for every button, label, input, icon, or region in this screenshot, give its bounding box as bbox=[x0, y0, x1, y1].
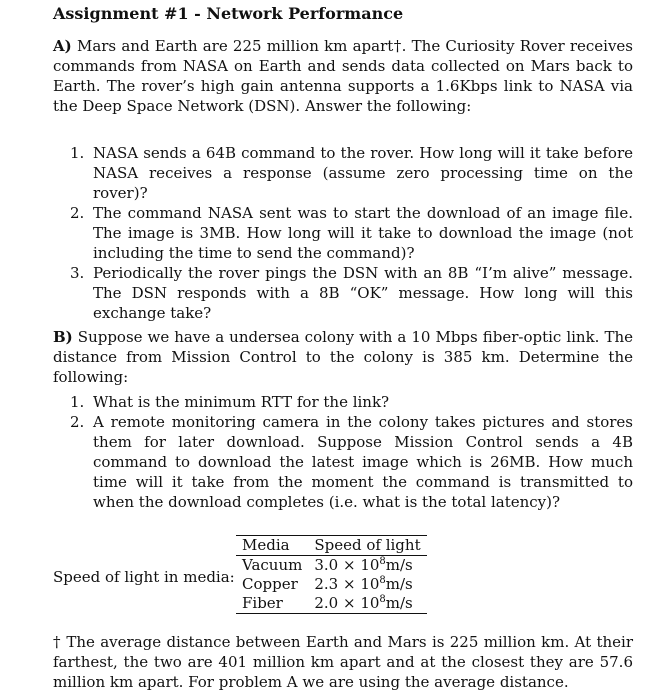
media-cell: Fiber bbox=[242, 594, 283, 612]
question-text: NASA sends a 64B command to the rover. How long will it take before NASA receives a response (assume zero processing time on the rover)? bbox=[93, 144, 633, 202]
media-cell: Vacuum bbox=[242, 556, 303, 574]
speed-table-label: Speed of light in media: bbox=[53, 568, 235, 586]
table-row bbox=[236, 575, 427, 594]
question-number: 1. bbox=[70, 144, 85, 162]
question-number: 3. bbox=[70, 264, 85, 282]
part-a-label: A) bbox=[53, 37, 72, 55]
question-text: The command NASA sent was to start the download of an image file. The image is 3MB. How long will it take to download the image (not including the time to send the command)? bbox=[93, 204, 633, 262]
speed-exponent: 8 bbox=[379, 575, 386, 586]
list-item bbox=[70, 263, 633, 323]
speed-mantissa: 2.0 × 10 bbox=[314, 594, 380, 612]
speed-cell bbox=[308, 594, 426, 614]
speed-unit: m/s bbox=[385, 594, 413, 612]
speed-mantissa: 3.0 × 10 bbox=[314, 556, 380, 574]
question-text: What is the minimum RTT for the link? bbox=[93, 393, 390, 411]
speed-cell bbox=[308, 575, 426, 594]
part-a-questions bbox=[70, 143, 633, 323]
table-header-row bbox=[236, 536, 427, 556]
part-a-intro bbox=[53, 36, 633, 116]
list-item bbox=[70, 392, 633, 412]
part-a-text: Mars and Earth are 225 million km apart†. The Curiosity Rover receives commands from NASA on Earth and sends data collected on Mars back to Earth. The rover’s high gain antenna supports a 1.6Kbps link to NASA via the Deep Space Network (DSN). Answer the following: bbox=[53, 37, 633, 115]
footnote: † The average distance between Earth and Mars is 225 million km. At their farthest, the two are 401 million km apart and at the closest they are 57.6 million km apart. For problem A we are using the average distance. bbox=[53, 633, 633, 691]
table-row bbox=[236, 594, 427, 614]
part-b-questions bbox=[70, 392, 633, 512]
media-cell: Copper bbox=[242, 575, 298, 593]
speed-exponent: 8 bbox=[379, 556, 386, 567]
question-number: 2. bbox=[70, 204, 85, 222]
column-header-speed: Speed of light bbox=[314, 536, 421, 554]
speed-cell bbox=[308, 556, 426, 576]
list-item bbox=[70, 203, 633, 263]
speed-of-light-block bbox=[53, 535, 473, 619]
column-header-media: Media bbox=[242, 536, 290, 554]
speed-unit: m/s bbox=[385, 556, 413, 574]
speed-mantissa: 2.3 × 10 bbox=[314, 575, 380, 593]
question-number: 1. bbox=[70, 393, 85, 411]
speed-unit: m/s bbox=[385, 575, 413, 593]
speed-exponent: 8 bbox=[379, 594, 386, 605]
list-item bbox=[70, 143, 633, 203]
part-b-intro bbox=[53, 327, 633, 387]
part-b-text: Suppose we have a undersea colony with a 10 Mbps fiber-optic link. The distance from Mission Control to the colony is 385 km. Determine the following: bbox=[53, 328, 633, 386]
question-text: Periodically the rover pings the DSN with an 8B “I’m alive” message. The DSN responds with a 8B “OK” message. How long will this exchange take? bbox=[93, 264, 633, 322]
page-title: Assignment #1 - Network Performance bbox=[53, 4, 404, 23]
question-number: 2. bbox=[70, 413, 85, 431]
list-item bbox=[70, 412, 633, 512]
table-row bbox=[236, 556, 427, 576]
speed-of-light-table bbox=[236, 535, 427, 614]
part-b-label: B) bbox=[53, 328, 73, 346]
question-text: A remote monitoring camera in the colony takes pictures and stores them for later download. Suppose Mission Control sends a 4B command to download the latest image which is 26MB. How much time will it take from the moment the command is transmitted to when the download completes (i.e. what is the total latency)? bbox=[93, 413, 633, 511]
